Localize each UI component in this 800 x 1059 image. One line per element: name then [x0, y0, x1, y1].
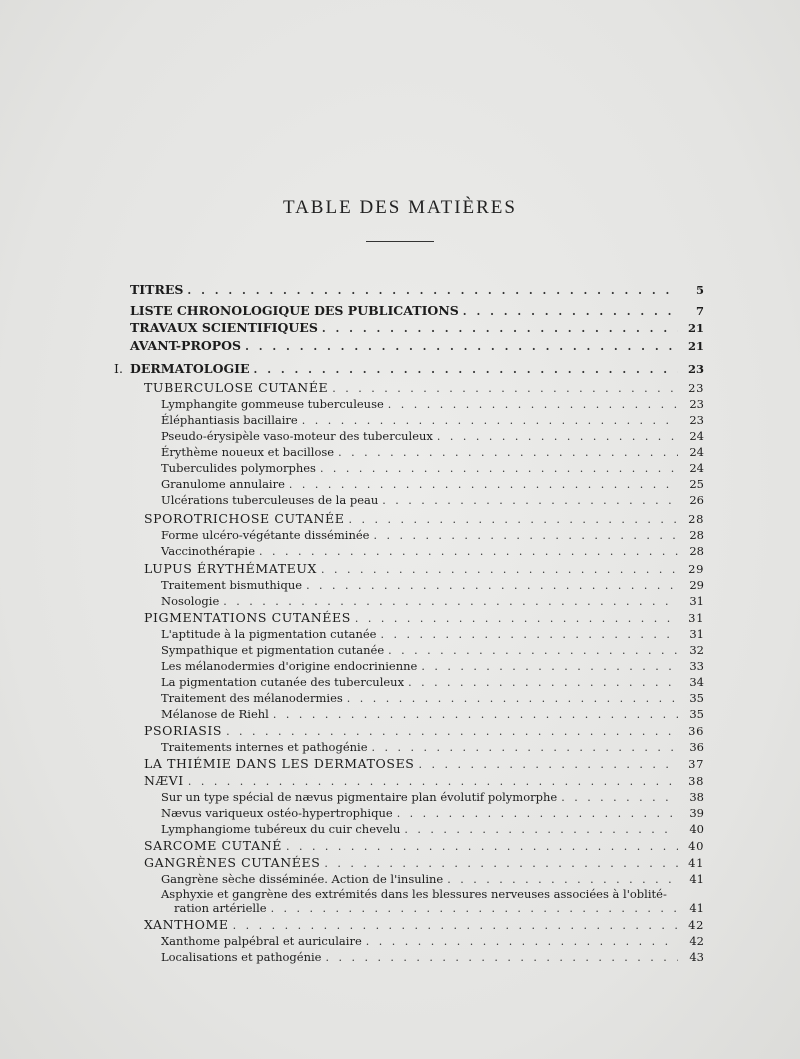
dot-leader — [349, 512, 678, 528]
toc-entry-label: SPOROTRICHOSE CUTANÉE — [144, 511, 345, 526]
toc-entry-label: ration artérielle — [174, 901, 267, 915]
toc-entry-label: DERMATOLOGIE — [130, 361, 250, 376]
dot-leader — [233, 918, 678, 934]
toc-entry-page: 29 — [689, 578, 704, 592]
toc-entry-label: Forme ulcéro-végétante disséminée — [161, 528, 370, 542]
dot-leader — [355, 611, 678, 627]
dot-leader — [366, 934, 678, 950]
toc-entry-label: Asphyxie et gangrène des extrémités dans les blessures nerveuses associées à l'oblité- — [161, 887, 667, 901]
toc-entry — [144, 723, 704, 740]
dot-leader — [418, 757, 678, 773]
toc-entry-page: 5 — [695, 283, 704, 297]
dot-leader — [320, 461, 678, 477]
toc-entry-continuation — [174, 900, 704, 917]
page-title: TABLE DES MATIÈRES — [283, 197, 517, 218]
toc-entry — [144, 756, 704, 773]
toc-entry-label: Xanthome palpébral et auriculaire — [161, 934, 362, 948]
toc-entry — [161, 674, 704, 691]
toc-entry — [161, 396, 704, 413]
toc-entry-label: Sur un type spécial de nævus pigmentaire plan évolutif polymorphe — [161, 790, 558, 804]
toc-entry — [130, 361, 704, 378]
toc-entry-page: 33 — [689, 659, 704, 673]
dot-leader — [324, 856, 678, 872]
toc-entry-page: 26 — [689, 493, 704, 507]
toc-entry-label: Lymphangiome tubéreux du cuir chevelu — [161, 822, 401, 836]
toc-entry-page: 24 — [689, 445, 704, 459]
toc-entry — [161, 428, 704, 445]
toc-entry-page: 28 — [688, 512, 704, 526]
toc-entry-page: 37 — [688, 757, 704, 771]
toc-entry — [161, 444, 704, 461]
toc-entry — [161, 460, 704, 477]
dot-leader — [561, 790, 678, 806]
toc-entry-page: 31 — [689, 627, 704, 641]
toc-entry-page: 41 — [689, 872, 704, 886]
dot-leader — [408, 675, 678, 691]
toc-entry — [161, 690, 704, 707]
toc-entry-label: Vaccinothérapie — [161, 544, 256, 558]
toc-entry — [161, 789, 704, 806]
toc-entry — [144, 561, 704, 578]
toc-entry-label: Traitement des mélanodermies — [161, 691, 343, 705]
dot-leader — [188, 774, 678, 790]
toc-entry-page: 28 — [689, 528, 704, 542]
dot-leader — [306, 578, 678, 594]
toc-entry-label: LISTE CHRONOLOGIQUE DES PUBLICATIONS — [130, 303, 459, 318]
dot-leader — [437, 429, 678, 445]
toc-entry-page: 41 — [688, 856, 704, 870]
toc-entry-page: 36 — [688, 724, 704, 738]
toc-entry-page: 35 — [689, 707, 704, 721]
toc-entry-page: 25 — [689, 477, 704, 491]
dot-leader — [325, 950, 678, 966]
toc-entry — [130, 282, 704, 299]
dot-leader — [259, 544, 678, 560]
toc-entry — [161, 821, 704, 838]
toc-entry-page: 34 — [689, 675, 704, 689]
toc-entry — [130, 303, 704, 320]
dot-leader — [271, 901, 678, 917]
toc-entry-label: L'aptitude à la pigmentation cutanée — [161, 627, 377, 641]
dot-leader — [388, 643, 678, 659]
toc-entry — [161, 593, 704, 610]
toc-entry-label: Nosologie — [161, 594, 220, 608]
toc-entry-label: Granulome annulaire — [161, 477, 285, 491]
section-number: I. — [114, 361, 123, 376]
toc-entry-label: Éléphantiasis bacillaire — [161, 413, 298, 427]
toc-entry-label: SARCOME CUTANÉ — [144, 838, 282, 853]
toc-entry — [144, 855, 704, 872]
toc-entry-page: 31 — [689, 594, 704, 608]
toc-entry — [144, 380, 704, 397]
toc-entry-label: PSORIASIS — [144, 723, 223, 738]
toc-entry-label: Pseudo-érysipèle vaso-moteur des tuberculeux — [161, 429, 433, 443]
toc-entry-label: Lymphangite gommeuse tuberculeuse — [161, 397, 384, 411]
toc-entry-label: La pigmentation cutanée des tuberculeux — [161, 675, 405, 689]
toc-entry-page: 7 — [695, 304, 704, 318]
dot-leader — [187, 283, 678, 299]
dot-leader — [463, 304, 678, 320]
toc-entry-page: 23 — [689, 397, 704, 411]
toc-entry-label: Les mélanodermies d'origine endocrinienne — [161, 659, 418, 673]
dot-leader — [322, 321, 678, 337]
dot-leader — [289, 477, 678, 493]
dot-leader — [286, 839, 678, 855]
toc-entry-label: GANGRÈNES CUTANÉES — [144, 855, 321, 870]
toc-entry — [161, 658, 704, 675]
toc-entry-label: Gangrène sèche disséminée. Action de l'insuline — [161, 872, 444, 886]
dot-leader — [254, 362, 678, 378]
toc-entry-page: 41 — [689, 901, 704, 915]
toc-entry — [144, 838, 704, 855]
toc-entry — [161, 476, 704, 493]
toc-entry-page: 32 — [689, 643, 704, 657]
toc-entry-page: 29 — [688, 562, 704, 576]
dot-leader — [338, 445, 678, 461]
toc-entry — [144, 610, 704, 627]
toc-entry-page: 42 — [688, 918, 704, 932]
toc-entry-label: Tuberculides polymorphes — [161, 461, 316, 475]
toc-entry — [161, 949, 704, 966]
toc-entry-label: TUBERCULOSE CUTANÉE — [144, 380, 329, 395]
toc-entry-page: 23 — [688, 381, 704, 395]
dot-leader — [381, 627, 679, 643]
toc-entry — [161, 527, 704, 544]
toc-entry-page: 38 — [689, 790, 704, 804]
toc-entry-page: 21 — [687, 339, 704, 353]
toc-entry-label: Traitement bismuthique — [161, 578, 303, 592]
toc-entry-page: 42 — [689, 934, 704, 948]
toc-entry-label: LUPUS ÉRYTHÉMATEUX — [144, 561, 318, 576]
toc-entry-label: Sympathique et pigmentation cutanée — [161, 643, 385, 657]
toc-entry-label: PIGMENTATIONS CUTANÉES — [144, 610, 351, 625]
dot-leader — [397, 806, 678, 822]
dot-leader — [382, 493, 678, 509]
toc-entry — [161, 626, 704, 643]
toc-entry-page: 24 — [689, 461, 704, 475]
toc-entry-page: 31 — [688, 611, 704, 625]
toc-entry-label: Traitements internes et pathogénie — [161, 740, 368, 754]
toc-entry-page: 23 — [687, 362, 704, 376]
toc-entry-page: 24 — [689, 429, 704, 443]
toc-entry-label: Localisations et pathogénie — [161, 950, 322, 964]
dot-leader — [273, 707, 678, 723]
dot-leader — [321, 562, 678, 578]
toc-entry-label: Ulcérations tuberculeuses de la peau — [161, 493, 379, 507]
dot-leader — [347, 691, 678, 707]
toc-entry — [161, 739, 704, 756]
toc-entry-label: Érythème noueux et bacillose — [161, 445, 335, 459]
dot-leader — [404, 822, 678, 838]
dot-leader — [223, 594, 678, 610]
toc-entry-label: Mélanose de Riehl — [161, 707, 269, 721]
toc-entry — [161, 706, 704, 723]
toc-entry-page: 23 — [689, 413, 704, 427]
toc-entry — [161, 412, 704, 429]
toc-entry-page: 39 — [689, 806, 704, 820]
dot-leader — [388, 397, 678, 413]
dot-leader — [421, 659, 678, 675]
toc-entry-label: XANTHOME — [144, 917, 229, 932]
toc-entry-label: LA THIÉMIE DANS LES DERMATOSES — [144, 756, 415, 771]
toc-entry — [130, 338, 704, 355]
dot-leader — [372, 740, 678, 756]
toc-entry — [161, 933, 704, 950]
toc-entry-page: 35 — [689, 691, 704, 705]
dot-leader — [332, 381, 678, 397]
toc-entry — [144, 773, 704, 790]
toc-entry — [161, 642, 704, 659]
toc-entry-page: 38 — [688, 774, 704, 788]
toc-entry-page: 36 — [689, 740, 704, 754]
toc-entry-label: TRAVAUX SCIENTIFIQUES — [130, 320, 318, 335]
toc-entry — [161, 543, 704, 560]
toc-entry-label: TITRES — [130, 282, 184, 297]
toc-entry — [130, 320, 704, 337]
dot-leader — [226, 724, 678, 740]
toc-entry-page: 21 — [687, 321, 704, 335]
toc-entry — [144, 511, 704, 528]
toc-entry — [144, 917, 704, 934]
toc-entry — [161, 577, 704, 594]
dot-leader — [302, 413, 678, 429]
toc-entry-page: 40 — [689, 822, 704, 836]
toc-entry-page: 40 — [688, 839, 704, 853]
toc-entry-page: 28 — [689, 544, 704, 558]
toc-entry — [161, 805, 704, 822]
toc-entry — [161, 492, 704, 509]
toc-entry-page: 43 — [689, 950, 704, 964]
toc-entry-label: AVANT-PROPOS — [130, 338, 242, 353]
toc-entry-label: Nævus variqueux ostéo-hypertrophique — [161, 806, 393, 820]
dot-leader — [245, 339, 678, 355]
toc-entry-label: NÆVI — [144, 773, 184, 788]
dot-leader — [373, 528, 678, 544]
